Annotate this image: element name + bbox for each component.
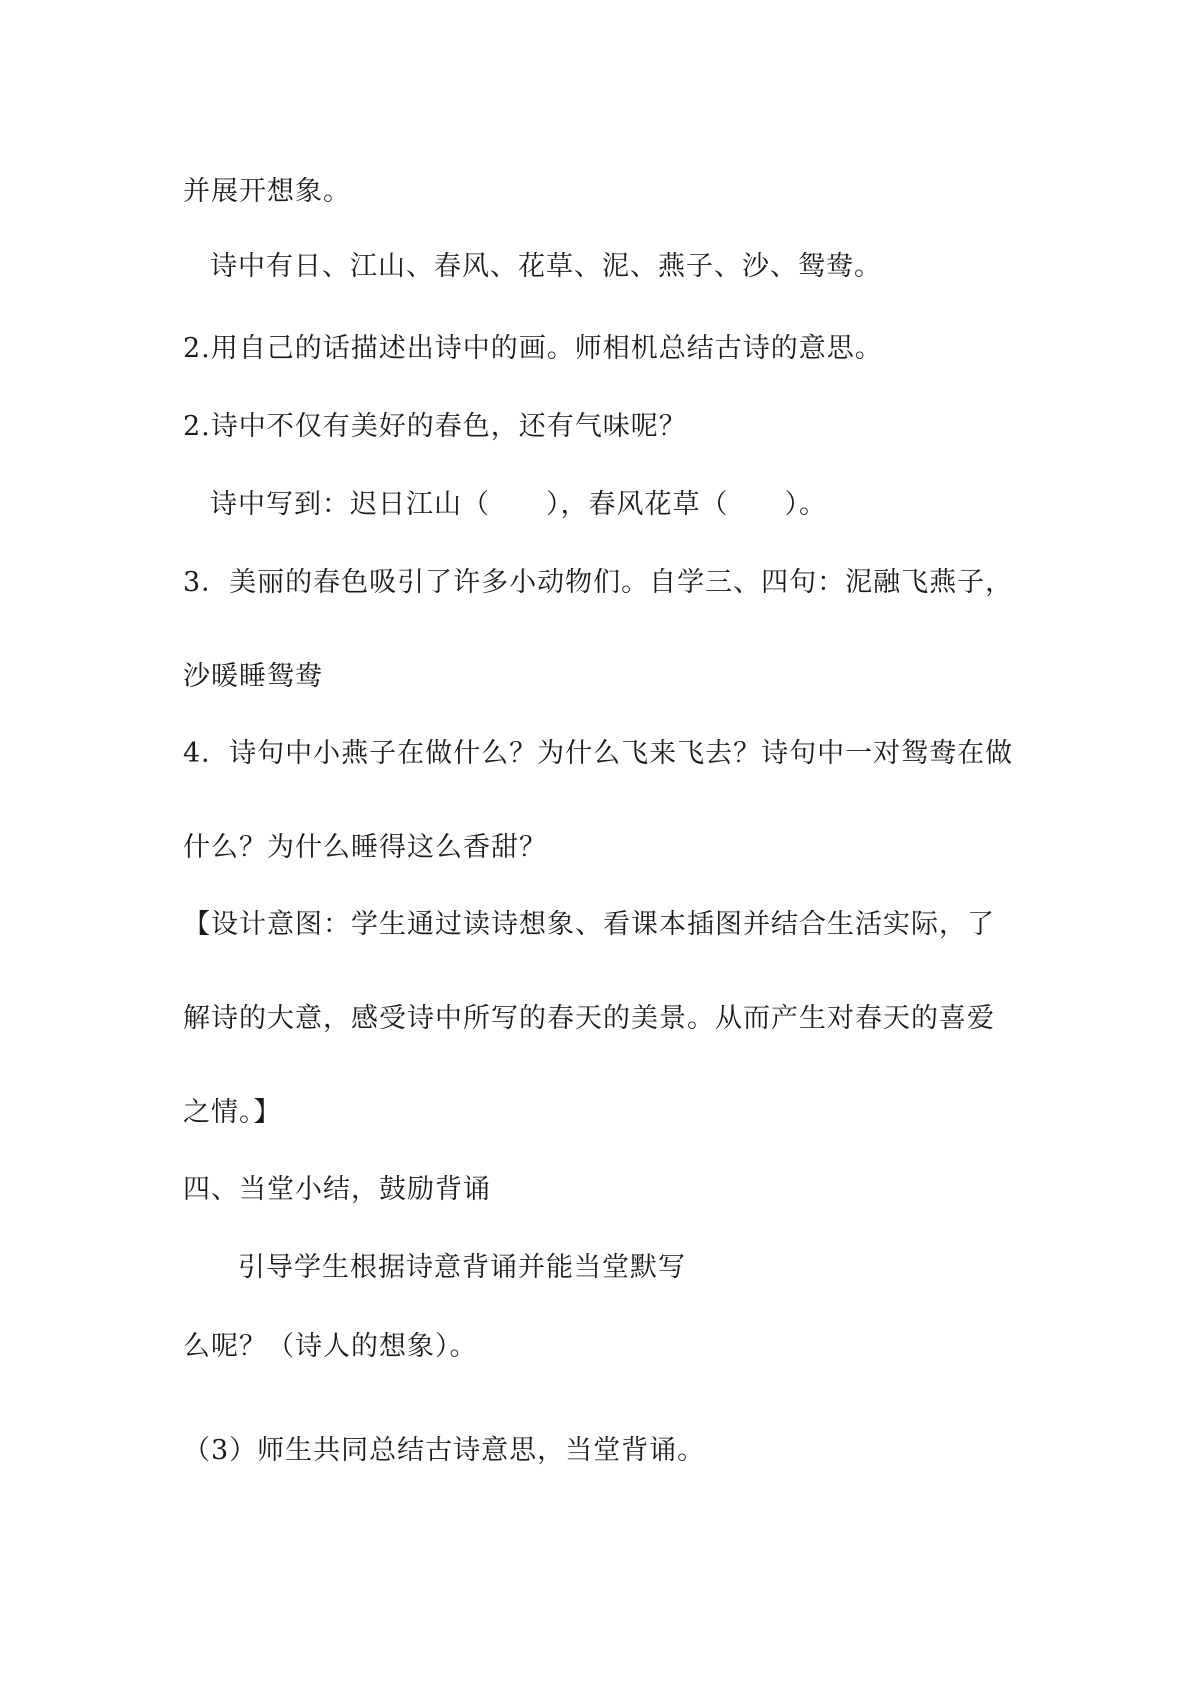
text-line-poet-imagination: 么呢？（诗人的想象）。 <box>183 1331 478 1362</box>
text-line-step-2b: 2.诗中不仅有美好的春色，还有气味呢？ <box>183 411 687 442</box>
text-line-step-3-cont: 沙暖睡鸳鸯 <box>183 661 323 692</box>
text-line-fill-blank: 诗中写到：迟日江山（ ），春风花草（ ）。 <box>210 489 827 520</box>
text-line-step-4: 4．诗句中小燕子在做什么？为什么飞来飞去？诗句中一对鸳鸯在做 <box>183 738 1014 769</box>
text-line-recite: （3）师生共同总结古诗意思，当堂背诵。 <box>183 1435 706 1466</box>
text-line-step-3: 3．美丽的春色吸引了许多小动物们。自学三、四句：泥融飞燕子， <box>183 567 1014 598</box>
section-heading-summary: 四、当堂小结，鼓励背诵 <box>183 1174 491 1205</box>
text-line-design-intent-end: 之情。】 <box>183 1097 282 1128</box>
text-line-step-2a: 2.用自己的话描述出诗中的画。师相机总结古诗的意思。 <box>183 333 883 364</box>
text-line-guidance: 引导学生根据诗意背诵并能当堂默写 <box>238 1252 686 1283</box>
text-line-continuation: 并展开想象。 <box>183 176 351 207</box>
text-line-poem-imagery: 诗中有日、江山、春风、花草、泥、燕子、沙、鸳鸯。 <box>210 251 882 282</box>
text-line-design-intent: 【设计意图：学生通过读诗想象、看课本插图并结合生活实际，了 <box>183 909 995 940</box>
text-line-design-intent-cont: 解诗的大意，感受诗中所写的春天的美景。从而产生对春天的喜爱 <box>183 1003 995 1034</box>
text-line-step-4-cont: 什么？为什么睡得这么香甜？ <box>183 832 547 863</box>
